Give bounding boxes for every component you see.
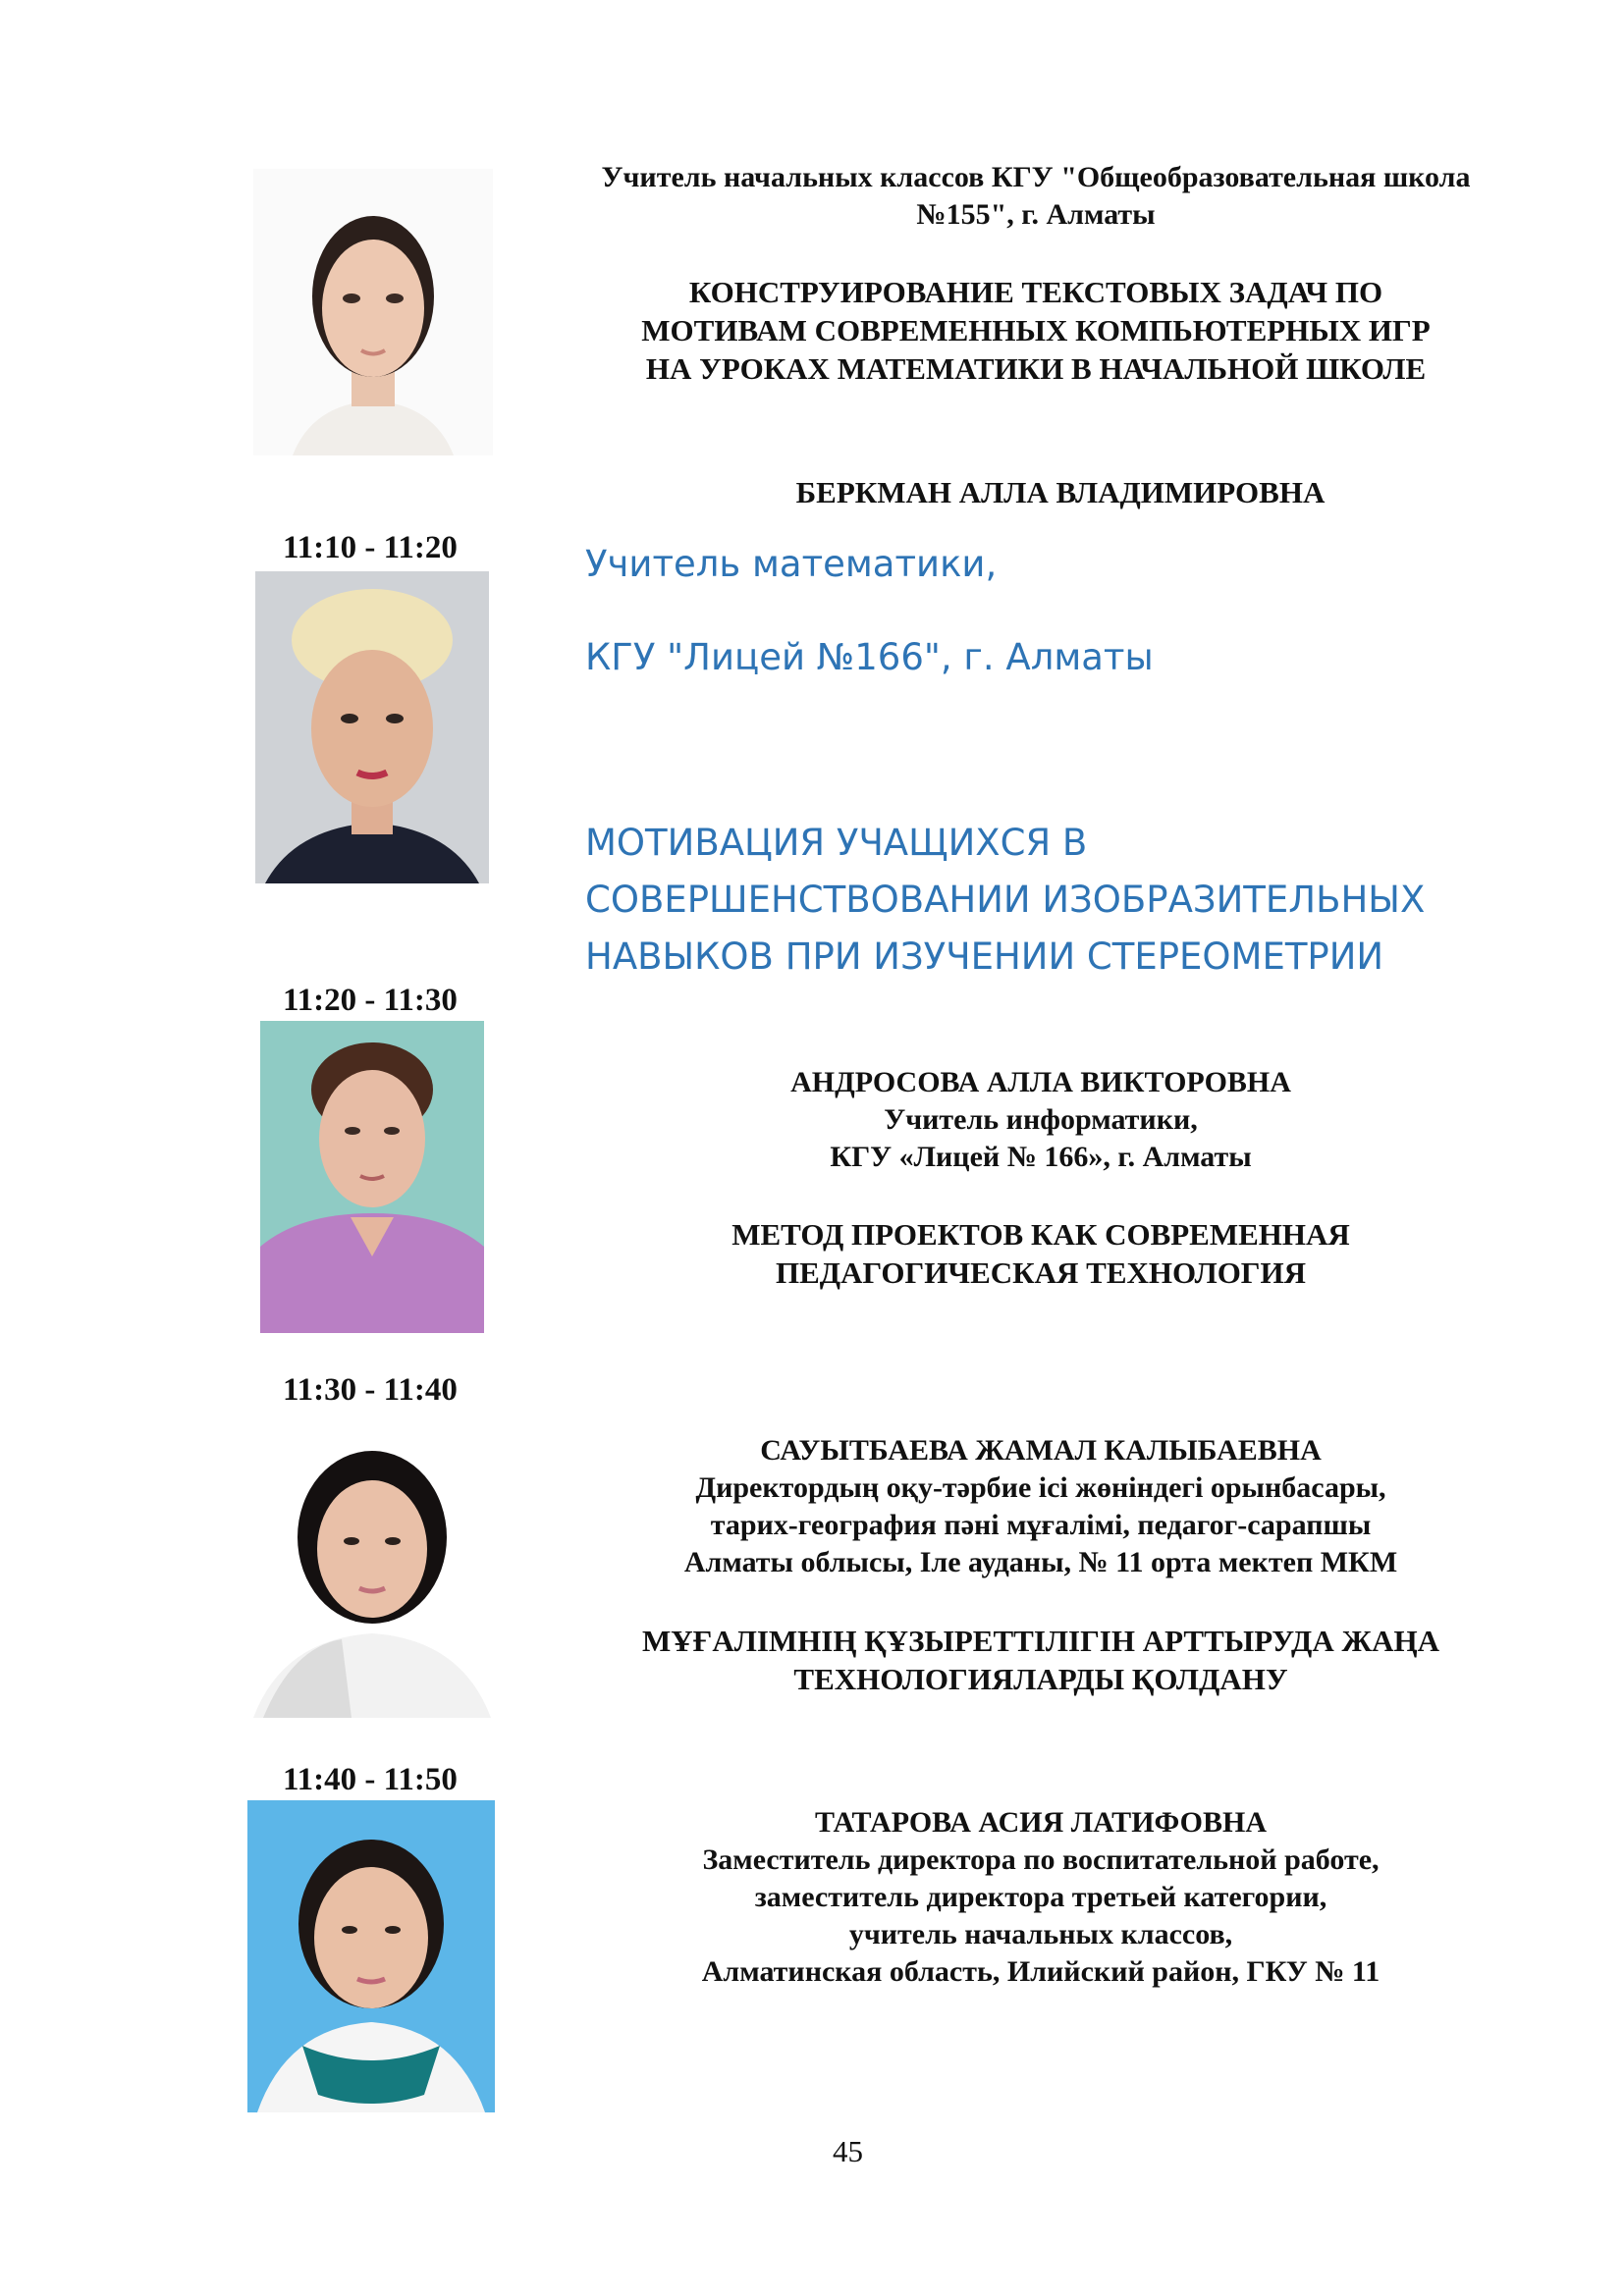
talk-title bbox=[585, 815, 1425, 986]
time-slot: 11:20 - 11:30 bbox=[283, 983, 458, 1018]
speaker-name: САУЫТБАЕВА ЖАМАЛ КАЛЫБАЕВНА bbox=[760, 1434, 1322, 1467]
time-slot: 11:40 - 11:50 bbox=[283, 1762, 458, 1797]
speaker-school: КГУ «Лицей № 166», г. Алматы bbox=[830, 1141, 1252, 1173]
talk-title-line: МОТИВАМ СОВРЕМЕННЫХ КОМПЬЮТЕРНЫХ ИГР bbox=[641, 313, 1431, 347]
speaker-name: БЕРКМАН АЛЛА ВЛАДИМИРОВНА bbox=[795, 475, 1326, 509]
time-slot: 11:10 - 11:20 bbox=[283, 530, 458, 565]
speaker-position: Учитель математики, bbox=[585, 543, 998, 585]
talk-title bbox=[550, 1622, 1532, 1698]
speaker-position: тарих-география пәні мұғалімі, педагог-сарапшы bbox=[710, 1509, 1372, 1541]
page-number: 45 bbox=[833, 2134, 863, 2168]
speaker-info bbox=[648, 1064, 1434, 1176]
speaker-position: заместитель директора третьей категории, bbox=[754, 1881, 1327, 1913]
talk-title-line: НА УРОКАХ МАТЕМАТИКИ В НАЧАЛЬНОЙ ШКОЛЕ bbox=[645, 351, 1427, 386]
portrait-photo-1 bbox=[253, 169, 493, 455]
speaker-position: учитель начальных классов, bbox=[848, 1918, 1233, 1950]
speaker-position: Заместитель директора по воспитательной работе, bbox=[702, 1843, 1380, 1876]
speaker-name: АНДРОСОВА АЛЛА ВИКТОРОВНА bbox=[790, 1066, 1291, 1098]
talk-title-line: МЕТОД ПРОЕКТОВ КАК СОВРЕМЕННАЯ bbox=[731, 1217, 1350, 1252]
portrait-photo-3 bbox=[260, 1021, 484, 1333]
affiliation-text: Учитель начальных классов КГУ "Общеобразовательная школа №155", г. Алматы bbox=[601, 161, 1471, 231]
speaker-school: Алматы облысы, Іле ауданы, № 11 орта мектеп МКМ bbox=[683, 1546, 1398, 1578]
talk-title-line: МҰҒАЛІМНІҢ ҚҰЗЫРЕТТІЛІГІН АРТТЫРУДА ЖАҢА bbox=[641, 1624, 1439, 1658]
time-slot: 11:30 - 11:40 bbox=[283, 1372, 458, 1408]
speaker-position: Учитель информатики, bbox=[884, 1103, 1198, 1136]
speaker-name: ТАТАРОВА АСИЯ ЛАТИФОВНА bbox=[814, 1806, 1268, 1839]
speaker-school: КГУ "Лицей №166", г. Алматы bbox=[585, 636, 1154, 678]
talk-title-line: КОНСТРУИРОВАНИЕ ТЕКСТОВЫХ ЗАДАЧ ПО bbox=[688, 275, 1383, 309]
speaker-info bbox=[550, 1432, 1532, 1581]
talk-title-line: МОТИВАЦИЯ УЧАЩИХСЯ В bbox=[585, 822, 1088, 864]
speaker-info bbox=[550, 1804, 1532, 1991]
talk-title-line: ПЕДАГОГИЧЕСКАЯ ТЕХНОЛОГИЯ bbox=[775, 1255, 1307, 1290]
speaker-school: Алматинская область, Илийский район, ГКУ № 11 bbox=[701, 1955, 1380, 1988]
speaker-position: Директордың оқу-тәрбие ісі жөніндегі орынбасары, bbox=[695, 1471, 1386, 1504]
talk-title bbox=[579, 273, 1492, 388]
talk-title-line: СОВЕРШЕНСТВОВАНИИ ИЗОБРАЗИТЕЛЬНЫХ bbox=[585, 879, 1426, 921]
talk-title-line: ТЕХНОЛОГИЯЛАРДЫ ҚОЛДАНУ bbox=[793, 1662, 1288, 1696]
portrait-photo-5 bbox=[247, 1800, 495, 2112]
portrait-photo-4 bbox=[234, 1412, 511, 1718]
talk-title bbox=[628, 1215, 1453, 1292]
talk-title-line: НАВЫКОВ ПРИ ИЗУЧЕНИИ СТЕРЕОМЕТРИИ bbox=[585, 935, 1384, 978]
portrait-photo-2 bbox=[255, 571, 489, 883]
